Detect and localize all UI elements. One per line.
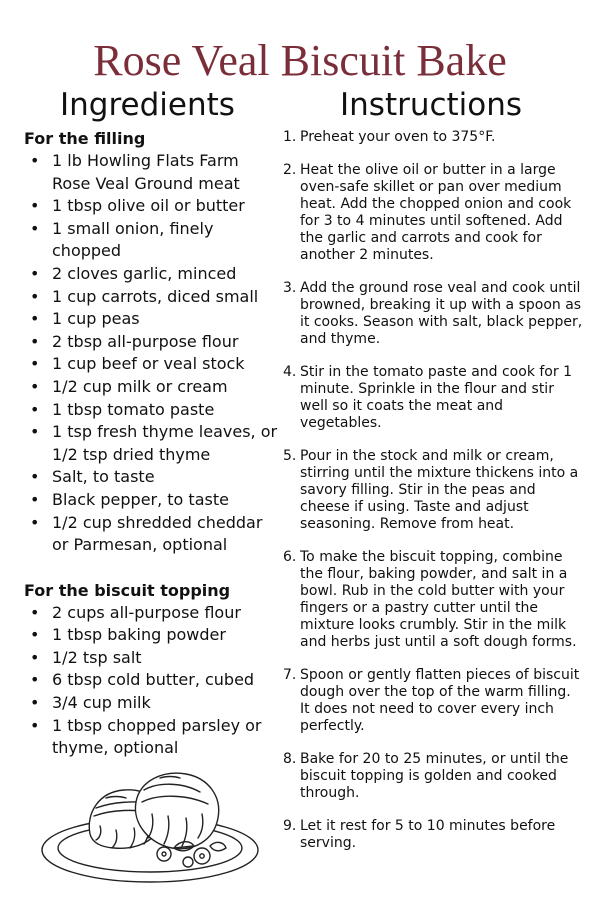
topping-list [24, 602, 280, 760]
step-text: To make the biscuit topping, combine the flour, baking powder, and salt in a bowl. Rub in the cold butter with your fingers or a pastry cutter until the mixture looks crumbly. Stir in the milk and herbs just until a soft dough forms. [300, 549, 577, 650]
list-item: • 1 tbsp olive oil or butter [24, 195, 280, 218]
step-text: Bake for 20 to 25 minutes, or until the biscuit topping is golden and cooked through. [300, 751, 569, 801]
list-item: • 1 tsp fresh thyme leaves, or 1/2 tsp dried thyme [24, 421, 280, 466]
step-text: Heat the olive oil or butter in a large oven-safe skillet or pan over medium heat. Add the chopped onion and cook for 3 to 4 minutes until softened. Add the garlic and carrots and cook for another 2 minutes. [300, 162, 572, 263]
list-item: • 1/2 cup milk or cream [24, 376, 280, 399]
step-item [283, 162, 583, 264]
filling-subheading: For the filling [24, 129, 146, 148]
list-item: • 2 tbsp all-purpose flour [24, 331, 280, 354]
step-text: Stir in the tomato paste and cook for 1 minute. Sprinkle in the flour and stir well so it coats the meat and vegetables. [300, 364, 572, 431]
list-item: • 1 cup carrots, diced small [24, 286, 280, 309]
list-item: • 1 tbsp tomato paste [24, 399, 280, 422]
ingredients-column [24, 127, 280, 760]
step-number: 6. [283, 549, 297, 565]
step-item [283, 751, 583, 802]
step-item [283, 667, 583, 735]
step-item [283, 448, 583, 533]
step-text: Let it rest for 5 to 10 minutes before serving. [300, 818, 556, 851]
step-item [283, 818, 583, 852]
topping-subheading: For the biscuit topping [24, 580, 231, 600]
spacer [24, 557, 280, 579]
step-item [283, 280, 583, 348]
step-number: 9. [283, 818, 297, 834]
step-number: 2. [283, 162, 297, 178]
page-title: Rose Veal Biscuit Bake [93, 36, 507, 85]
step-text: Pour in the stock and milk or cream, stirring until the mixture thickens into a savory filling. Stir in the peas and cheese if using. Taste and adjust seasoning. Remove from heat. [300, 448, 579, 532]
step-text: Add the ground rose veal and cook until browned, breaking it up with a spoon as it cooks. Season with salt, black pepper, and thyme. [300, 280, 583, 347]
biscuits-on-plate-icon [40, 768, 260, 890]
list-item: • 1 lb Howling Flats Farm Rose Veal Ground meat [24, 150, 280, 195]
list-item: • Salt, to taste [24, 466, 280, 489]
step-number: 4. [283, 364, 297, 380]
list-item: • 1 cup beef or veal stock [24, 353, 280, 376]
ingredients-heading: Ingredients [60, 87, 235, 123]
step-number: 1. [283, 129, 297, 145]
step-text: Spoon or gently flatten pieces of biscuit dough over the top of the warm filling. It does not need to cover every inch perfectly. [300, 667, 580, 734]
instructions-column [283, 129, 583, 868]
step-number: 5. [283, 448, 297, 464]
step-text: Preheat your oven to 375°F. [300, 129, 496, 145]
list-item: • 1 small onion, finely chopped [24, 218, 280, 263]
list-item: • 2 cups all-purpose flour [24, 602, 280, 625]
step-number: 8. [283, 751, 297, 767]
list-item: • 3/4 cup milk [24, 692, 280, 715]
list-item: • 1 tbsp baking powder [24, 624, 280, 647]
filling-list [24, 150, 280, 557]
instructions-heading: Instructions [340, 87, 523, 123]
step-number: 7. [283, 667, 297, 683]
list-item: • 1 cup peas [24, 308, 280, 331]
step-item [283, 129, 583, 146]
step-number: 3. [283, 280, 297, 296]
list-item: • Black pepper, to taste [24, 489, 280, 512]
list-item: • 1/2 cup shredded cheddar or Parmesan, optional [24, 512, 280, 557]
steps-list [283, 129, 583, 852]
step-item [283, 364, 583, 432]
step-item [283, 549, 583, 651]
list-item: • 1 tbsp chopped parsley or thyme, optional [24, 715, 280, 760]
list-item: • 1/2 tsp salt [24, 647, 280, 670]
list-item: • 6 tbsp cold butter, cubed [24, 669, 280, 692]
list-item: • 2 cloves garlic, minced [24, 263, 280, 286]
